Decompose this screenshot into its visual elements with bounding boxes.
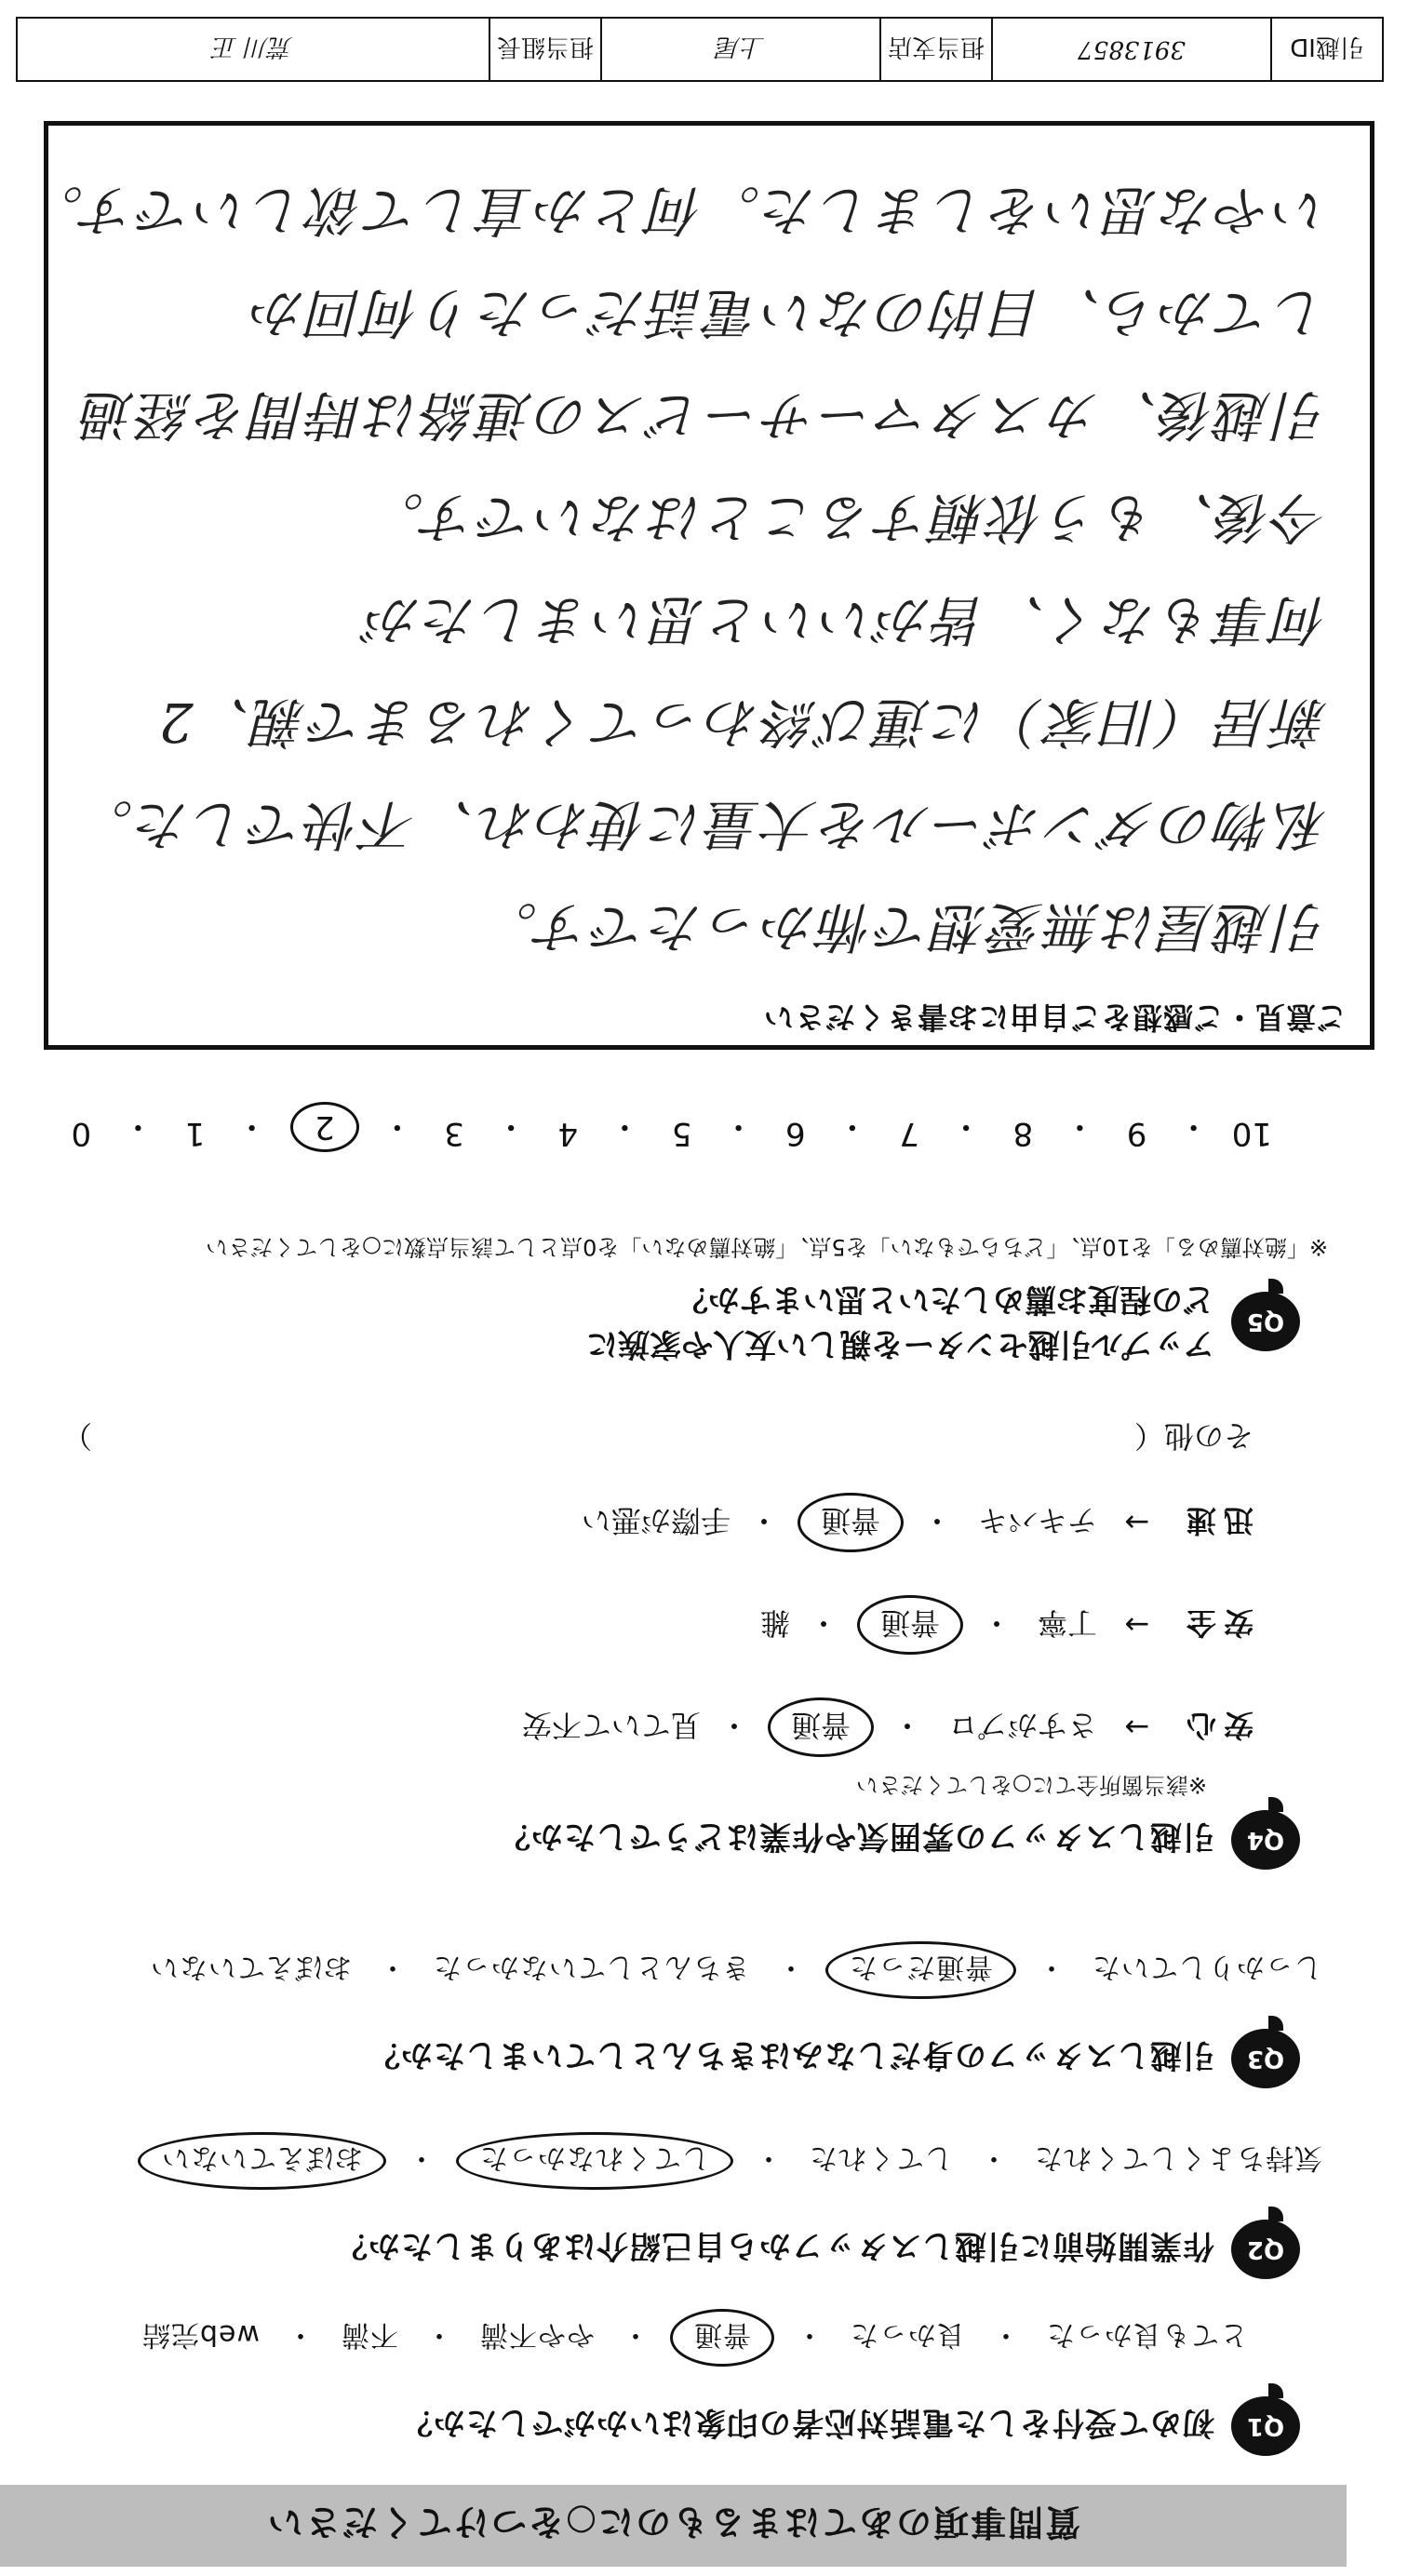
comment-line: 引越後、カスタマーサービスの連絡は時間を経過 <box>78 383 1328 447</box>
q5-score[interactable]: 8 <box>1012 1115 1034 1152</box>
q1-option[interactable]: やや不満 <box>479 2318 595 2351</box>
q1-options: とても良かった ・ 良かった ・ 普通 ・ やや不満 ・ 不満 ・ web完結 <box>16 2309 1253 2367</box>
q4-note: ※該当箇所全てに○をしてください <box>855 1772 1207 1798</box>
q5-score[interactable]: 1 <box>184 1115 206 1152</box>
q2-option[interactable]: してくれた <box>809 2141 953 2174</box>
q1-option-selected[interactable]: 普通 <box>670 2309 774 2367</box>
staff-value: 荒川 正 <box>212 33 294 61</box>
q1-option[interactable]: 良かった <box>850 2318 965 2351</box>
question-q4 <box>34 1811 1300 1869</box>
q5-score[interactable]: 6 <box>784 1115 806 1152</box>
q4-row-anshin: 安心 → さすがプロ ・ 普通 ・ 見ていて不安 <box>416 1697 1253 1757</box>
q5-score[interactable]: 3 <box>444 1115 464 1152</box>
q4-row-anzen: 安全 → 丁寧 ・ 普通 ・ 雑 <box>416 1595 1253 1655</box>
comment-line: 今後、もう依頼することはないです。 <box>367 486 1328 549</box>
comment-line: 私物のダンボールを大量に使われ、不快でした。 <box>76 793 1328 856</box>
q4-row-jinsoku: 迅速 → テキパキ ・ 普通 ・ 手際が悪い <box>416 1493 1253 1552</box>
q5-text-line1: アップル引越センターを親しい友人や家族に <box>586 1325 1214 1362</box>
q4-row-label: 安心 <box>1178 1708 1253 1743</box>
q2-leaf-icon: Q2 <box>1231 2220 1300 2279</box>
comment-line: 何事もなく、皆がいいと思いましたが <box>364 588 1328 651</box>
q1-option[interactable]: とても良かった <box>1046 2318 1248 2351</box>
q4-option-selected[interactable]: 普通 <box>798 1493 904 1552</box>
q4-other-label: その他（ <box>1133 1418 1253 1454</box>
q4-option[interactable]: 手際が悪い <box>581 1503 731 1538</box>
q5-note: ※「絶対薦める」を10点、「どちらでもない」を5点、「絶対薦めない」を0点として該当点数に○をしてください <box>206 1234 1328 1260</box>
q3-leaf-icon: Q3 <box>1231 2029 1300 2088</box>
comment-line: いやな思いをしました。何とか直して欲しいです。 <box>26 179 1328 242</box>
comment-line: してから、目的のない電話だったり何回か <box>248 281 1328 344</box>
id-label: 引越ID <box>1270 19 1382 80</box>
question-q5 <box>34 1277 1300 1366</box>
q1-text: 初めて受付をした電話対応者の印象はいかがでしたか？ <box>400 2404 1214 2442</box>
staff-label: 担当組長 <box>489 19 600 80</box>
q5-score[interactable]: 4 <box>557 1115 579 1152</box>
question-q1 <box>34 2397 1300 2455</box>
q4-option[interactable]: さすがプロ <box>947 1708 1097 1743</box>
q4-option-selected[interactable]: 普通 <box>857 1595 963 1655</box>
q5-score[interactable]: 9 <box>1126 1115 1147 1152</box>
id-value: 3913857 <box>991 19 1270 80</box>
q5-score[interactable]: 10 <box>1231 1115 1272 1152</box>
q5-score[interactable]: 7 <box>899 1115 919 1152</box>
q3-option[interactable]: おぼえていない <box>150 1951 352 1983</box>
q4-option[interactable]: 見ていて不安 <box>521 1708 701 1743</box>
q2-option[interactable]: 気持ちよくしてくれた <box>1034 2141 1322 2174</box>
q4-row-label: 迅速 <box>1178 1503 1253 1538</box>
q3-option-selected[interactable]: 普通だった <box>825 1941 1016 1999</box>
q1-option[interactable]: 不満 <box>341 2318 398 2351</box>
q5-scale: 10 ・ 9 ・ 8 ・ 7 ・ 6 ・ 5 ・ 4 ・ 3 ・ 2 ・ 1 ・ 0 <box>62 1102 1272 1152</box>
q2-text: 作業開始前に引越しスタッフから自己紹介はありましたか？ <box>335 2227 1214 2265</box>
question-q2 <box>34 2220 1300 2278</box>
q5-score[interactable]: 0 <box>71 1115 92 1152</box>
branch-label: 担当支店 <box>879 19 991 80</box>
q4-option[interactable]: テキパキ <box>977 1503 1097 1538</box>
instruction-banner: 質問事項のあてはまるものに○をつけてください <box>0 2485 1347 2567</box>
q2-option-selected[interactable]: おぼえていない <box>138 2132 386 2190</box>
q5-text-line2: どの程度お薦めしたいと思いますか？ <box>677 1281 1214 1318</box>
q4-option[interactable]: 丁寧 <box>1037 1605 1097 1641</box>
q3-option[interactable]: しっかりしていた <box>1092 1951 1322 1983</box>
q4-other-close: ） <box>62 1418 93 1454</box>
q3-text: 引越しスタッフの身だしなみはきちんとしていましたか？ <box>368 2036 1214 2074</box>
q4-other <box>62 1416 1253 1459</box>
q4-text: 引越しスタッフの雰囲気や作業はどうでしたか？ <box>498 1818 1214 1856</box>
q1-option[interactable]: web完結 <box>141 2318 260 2351</box>
q4-row-label: 安全 <box>1178 1605 1253 1641</box>
branch-value: 上尾 <box>600 19 879 80</box>
comment-line: 引越屋は無愛想で怖かったです。 <box>480 895 1328 959</box>
q4-option-selected[interactable]: 普通 <box>768 1697 874 1757</box>
q2-option-selected[interactable]: してくれなかった <box>456 2132 733 2190</box>
id-table <box>16 17 1384 82</box>
q5-leaf-icon: Q5 <box>1231 1292 1300 1351</box>
q4-option[interactable]: 雑 <box>759 1605 790 1641</box>
q5-score[interactable]: 5 <box>671 1115 692 1152</box>
comment-title: ご意見・ご感想をご自由にお書きください <box>762 1000 1347 1035</box>
question-q3 <box>34 2030 1300 2087</box>
q3-options: しっかりしていた ・ 普通だった ・ きちんとしていなかった ・ おぼえていない <box>90 1941 1328 1999</box>
q4-leaf-icon: Q4 <box>1231 1810 1300 1870</box>
comment-line: 新居（旧家）に運び終わってくれるまで親、2 <box>155 691 1328 754</box>
q1-leaf-icon: Q1 <box>1231 2396 1300 2456</box>
q3-option[interactable]: きちんとしていなかった <box>433 1951 750 1983</box>
q5-score-selected[interactable]: 2 <box>290 1102 359 1152</box>
q2-options: 気持ちよくしてくれた ・ してくれた ・ してくれなかった ・ おぼえていない <box>90 2132 1328 2190</box>
